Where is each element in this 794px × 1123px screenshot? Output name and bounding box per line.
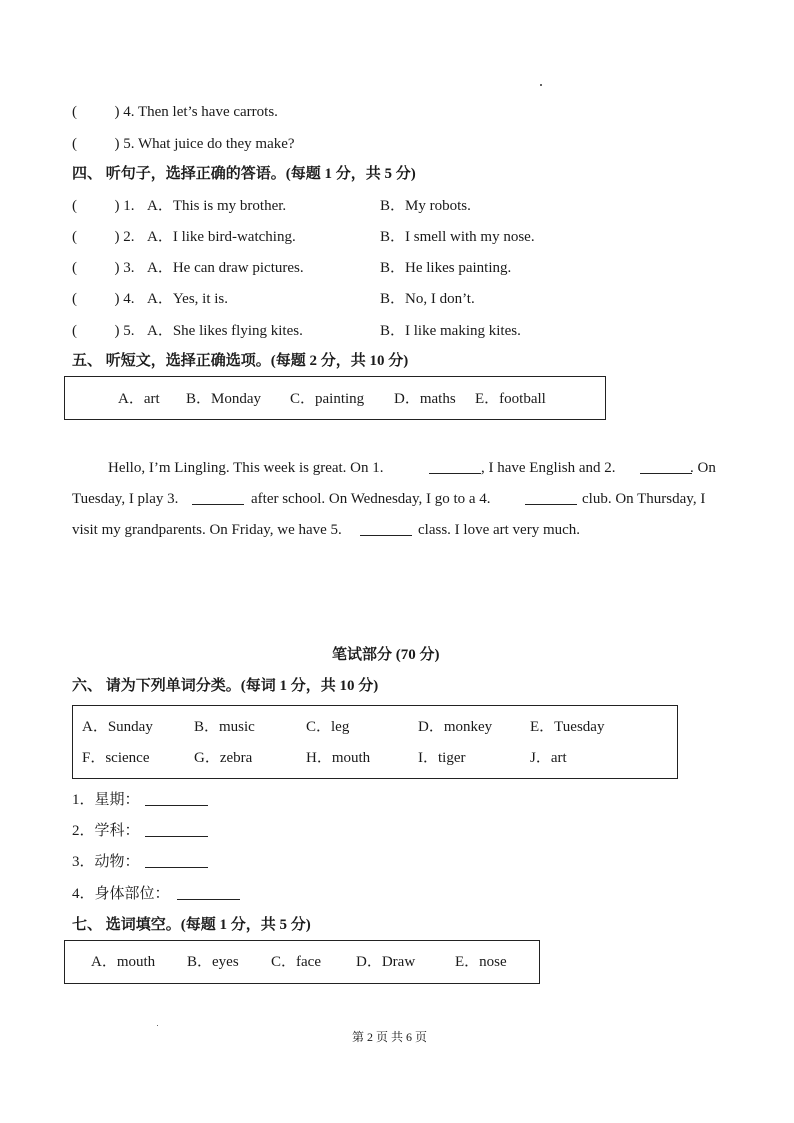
option-item: E．football bbox=[475, 391, 546, 407]
category-label: 2．学科： bbox=[72, 823, 140, 839]
word-item: J．art bbox=[530, 750, 567, 766]
blank-5[interactable] bbox=[360, 520, 412, 536]
category-label: 4．身体部位： bbox=[72, 886, 170, 902]
category-blank[interactable] bbox=[145, 790, 208, 806]
blank-1[interactable] bbox=[429, 458, 481, 474]
stray-dot bbox=[157, 1025, 158, 1026]
passage-text: , I have English and 2. bbox=[481, 460, 616, 476]
passage-text: visit my grandparents. On Friday, we have 5. bbox=[72, 522, 342, 538]
option-item: E．nose bbox=[455, 954, 507, 970]
passage-text: class. I love art very much. bbox=[418, 522, 581, 538]
written-part-title: 笔试部分 (70 分) bbox=[332, 647, 440, 663]
question-line: ( ) 5. What juice do they make? bbox=[72, 136, 295, 152]
blank-3[interactable] bbox=[192, 489, 244, 505]
option-item: D．maths bbox=[394, 391, 456, 407]
option-a: A．He can draw pictures. bbox=[147, 260, 304, 276]
category-label: 3．动物： bbox=[72, 854, 140, 870]
option-item: A．art bbox=[118, 391, 160, 407]
option-a: A．She likes flying kites. bbox=[147, 323, 303, 339]
question-prefix: ( ) 1. bbox=[72, 198, 135, 214]
word-item: C．leg bbox=[306, 719, 350, 735]
page-number: 第 2 页 共 6 页 bbox=[352, 1030, 428, 1044]
option-item: D．Draw bbox=[356, 954, 416, 970]
category-blank[interactable] bbox=[177, 884, 240, 900]
option-item: C．painting bbox=[290, 391, 365, 407]
option-a: A．This is my brother. bbox=[147, 198, 287, 214]
category-blank[interactable] bbox=[145, 821, 208, 837]
question-prefix: ( ) 5. bbox=[72, 323, 135, 339]
word-item: I．tiger bbox=[418, 750, 466, 766]
category-label: 1．星期： bbox=[72, 792, 140, 808]
word-item: G．zebra bbox=[194, 750, 253, 766]
passage-text: Hello, I’m Lingling. This week is great. On 1. bbox=[108, 460, 384, 476]
option-b: B．No, I don’t. bbox=[380, 291, 475, 307]
blank-2[interactable] bbox=[640, 458, 692, 474]
question-prefix: ( ) 2. bbox=[72, 229, 135, 245]
blank-4[interactable] bbox=[525, 489, 577, 505]
word-item: D．monkey bbox=[418, 719, 493, 735]
question-line: ( ) 4. Then let’s have carrots. bbox=[72, 104, 278, 120]
word-item: A．Sunday bbox=[82, 719, 153, 735]
option-item: A．mouth bbox=[91, 954, 156, 970]
question-prefix: ( ) 4. bbox=[72, 291, 135, 307]
option-b: B．My robots. bbox=[380, 198, 471, 214]
passage-text: after school. On Wednesday, I go to a 4. bbox=[251, 491, 491, 507]
section-heading: 七、 选词填空。(每题 1 分，共 5 分) bbox=[72, 917, 311, 933]
section-heading: 六、 请为下列单词分类。(每词 1 分，共 10 分) bbox=[72, 678, 379, 694]
word-item: F．science bbox=[82, 750, 150, 766]
passage-text: club. On Thursday, I bbox=[582, 491, 706, 507]
option-b: B．I smell with my nose. bbox=[380, 229, 535, 245]
option-b: B．He likes painting. bbox=[380, 260, 512, 276]
category-blank[interactable] bbox=[145, 852, 208, 868]
passage-text: Tuesday, I play 3. bbox=[72, 491, 179, 507]
question-prefix: ( ) 3. bbox=[72, 260, 135, 276]
word-item: H．mouth bbox=[306, 750, 371, 766]
word-item: B．music bbox=[194, 719, 255, 735]
option-a: A．I like bird-watching. bbox=[147, 229, 296, 245]
option-item: B．Monday bbox=[186, 391, 262, 407]
word-item: E．Tuesday bbox=[530, 719, 605, 735]
option-item: C．face bbox=[271, 954, 321, 970]
stray-dot bbox=[540, 84, 542, 86]
option-item: B．eyes bbox=[187, 954, 239, 970]
option-a: A．Yes, it is. bbox=[147, 291, 228, 307]
option-b: B．I like making kites. bbox=[380, 323, 521, 339]
passage-text: . On bbox=[690, 460, 716, 476]
section-heading: 四、 听句子，选择正确的答语。(每题 1 分，共 5 分) bbox=[72, 166, 416, 182]
section-heading: 五、 听短文，选择正确选项。(每题 2 分，共 10 分) bbox=[72, 353, 409, 369]
